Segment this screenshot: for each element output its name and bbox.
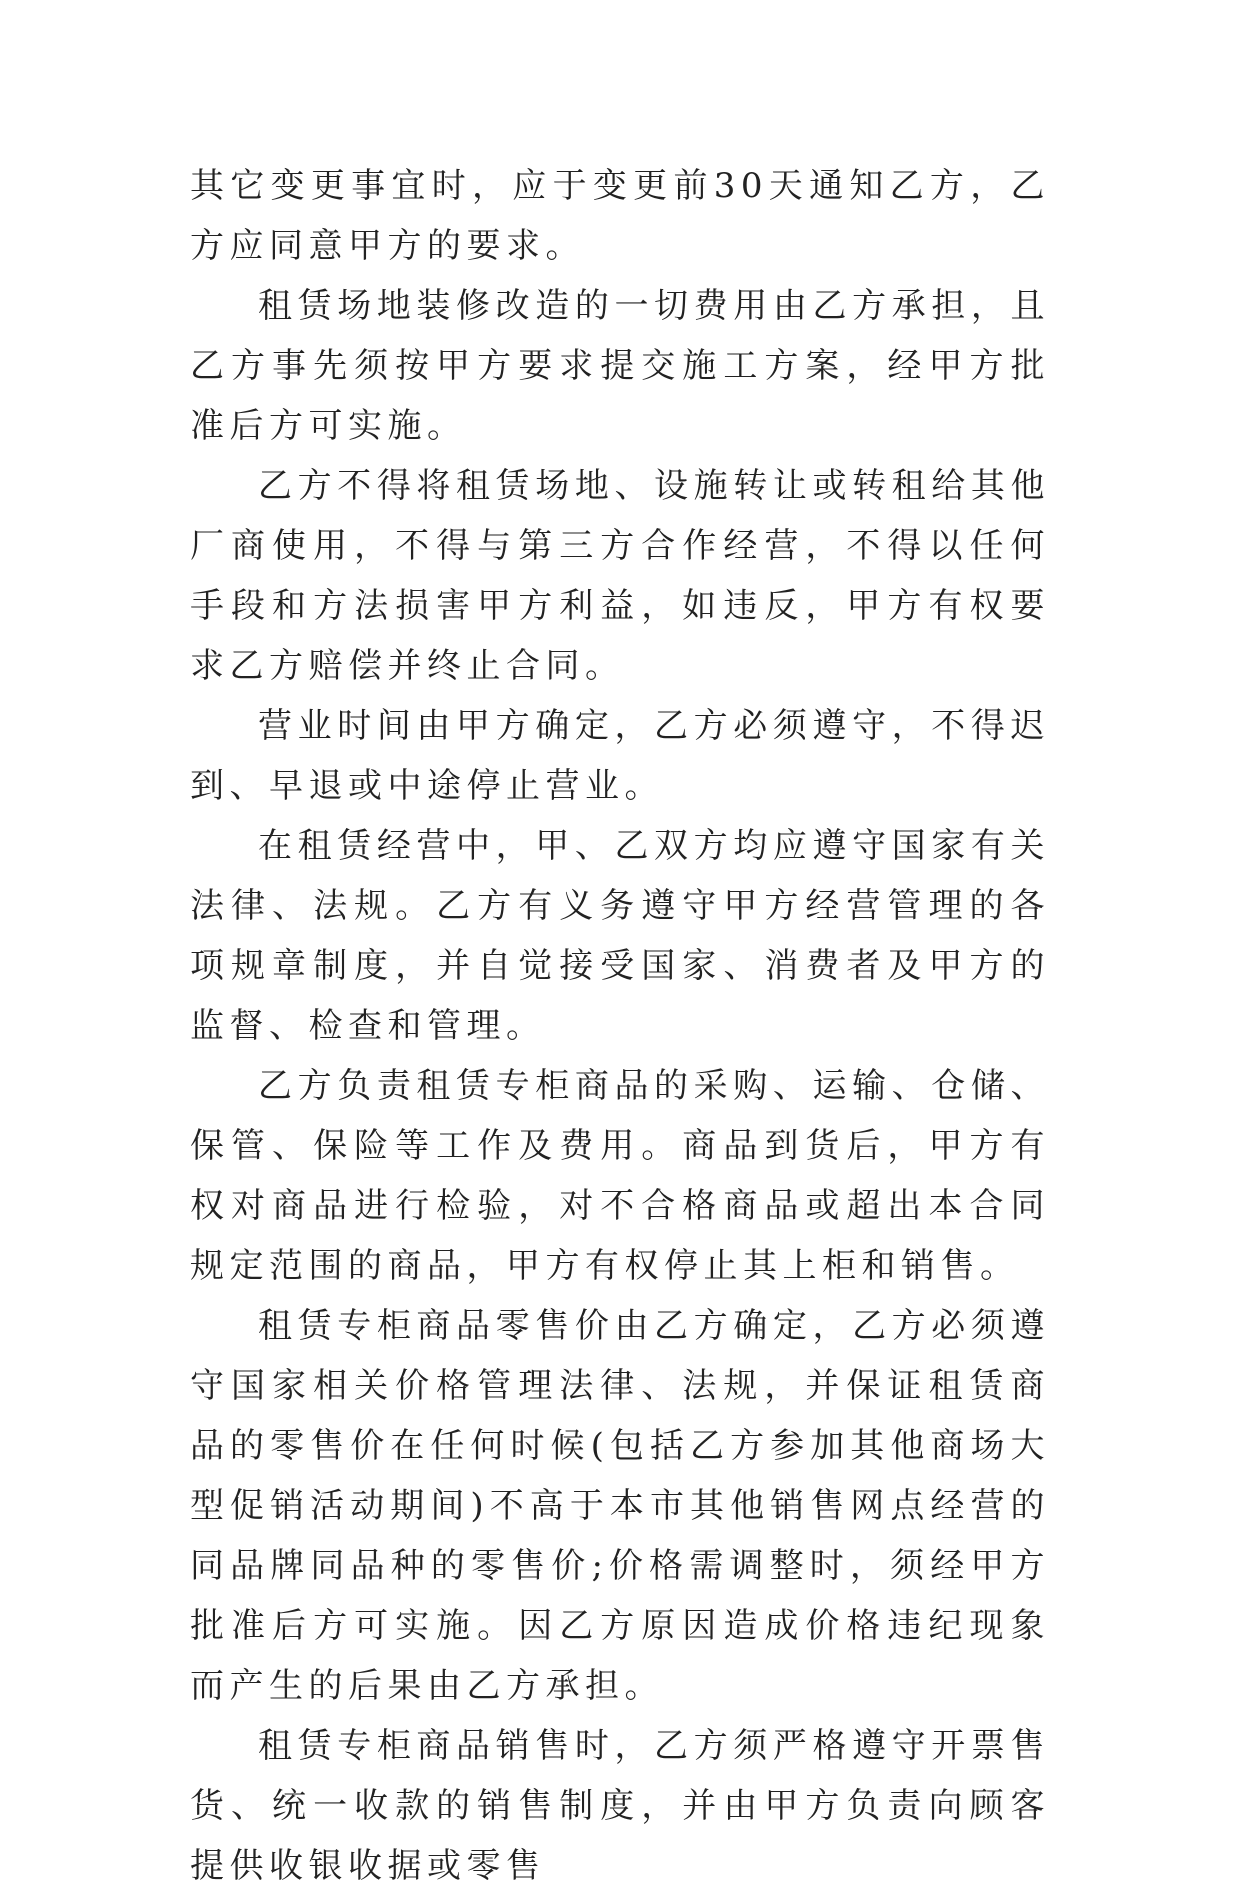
contract-body — [190, 156, 1050, 1896]
paragraph-no-sublease: 乙方不得将租赁场地、设施转让或转租给其他厂商使用，不得与第三方合作经营，不得以任何手段和方法损害甲方利益，如违反，甲方有权要求乙方赔偿并终止合同。 — [190, 466, 1050, 686]
paragraph-business-hours: 营业时间由甲方确定，乙方必须遵守，不得迟到、早退或中途停止营业。 — [190, 706, 1050, 806]
paragraph-legal-compliance: 在租赁经营中，甲、乙双方均应遵守国家有关法律、法规。乙方有义务遵守甲方经营管理的各项规章制度，并自觉接受国家、消费者及甲方的监督、检查和管理。 — [190, 826, 1050, 1046]
paragraph-procurement: 乙方负责租赁专柜商品的采购、运输、仓储、保管、保险等工作及费用。商品到货后，甲方有权对商品进行检验，对不合格商品或超出本合同规定范围的商品，甲方有权停止其上柜和销售。 — [190, 1066, 1050, 1286]
paragraph-sales-system: 租赁专柜商品销售时，乙方须严格遵守开票售货、统一收款的销售制度，并由甲方负责向顾客提供收银收据或零售 — [190, 1726, 1050, 1886]
paragraph-continued: 其它变更事宜时，应于变更前30天通知乙方，乙方应同意甲方的要求。 — [190, 166, 1050, 266]
paragraph-retail-price: 租赁专柜商品零售价由乙方确定，乙方必须遵守国家相关价格管理法律、法规，并保证租赁商品的零售价在任何时候(包括乙方参加其他商场大型促销活动期间)不高于本市其他销售网点经营的同品牌同品种的零售价;价格需调整时，须经甲方批准后方可实施。因乙方原因造成价格违纪现象而产生的后果由乙方承担。 — [190, 1306, 1050, 1706]
paragraph-renovation-costs: 租赁场地装修改造的一切费用由乙方承担，且乙方事先须按甲方要求提交施工方案，经甲方批准后方可实施。 — [190, 286, 1050, 446]
